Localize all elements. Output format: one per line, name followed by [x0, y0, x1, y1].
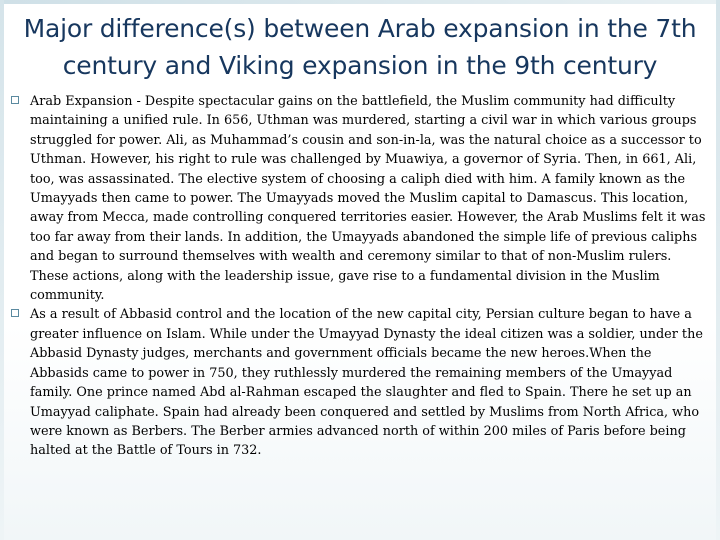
slide-frame-right — [716, 0, 720, 540]
slide-frame-left — [0, 0, 4, 540]
bullet-item-abbasid-control — [10, 305, 710, 460]
square-bullet-icon — [11, 96, 19, 104]
bullet-text: As a result of Abbasid control and the location of the new capital city, Persian culture began to have a greater influence on Islam. While under the Umayyad Dynasty the ideal citizen was a soldier, under the Abbasid Dynasty judges, merchants and government officials became the new heroes.When the Abbasids came to power in 750, they ruthlessly murdered the remaining members of the Umayyad family. One prince named Abd al-Rahman escaped the slaughter and fled to Spain. There he set up an Umayyad caliphate. Spain had already been conquered and settled by Muslims from North Africa, who were known as Berbers. The Berber armies advanced north of within 200 miles of Paris before being halted at the Battle of Tours in 732. — [30, 307, 703, 459]
bullet-item-arab-expansion — [10, 92, 710, 305]
slide-title: Major difference(s) between Arab expansion in the 7th century and Viking expansion in the 9th century — [23, 14, 697, 80]
slide-body — [10, 92, 710, 461]
slide-frame-top — [0, 0, 720, 4]
square-bullet-icon — [11, 309, 19, 317]
bullet-text: Arab Expansion - Despite spectacular gains on the battlefield, the Muslim community had difficulty maintaining a unified rule. In 656, Uthman was murdered, starting a civil war in which various groups struggled for power. Ali, as Muhammad’s cousin and son-in-la, was the natural choice as a successor to Uthman. However, his right to rule was challenged by Muawiya, a governor of Syria. Then, in 661, Ali, too, was assassinated. The elective system of choosing a caliph died with him. A family known as the Umayyads then came to power. The Umayyads moved the Muslim capital to Damascus. This location, away from Mecca, made controlling conquered territories easier. However, the Arab Muslims felt it was too far away from their lands. In addition, the Umayyads abandoned the simple life of previous caliphs and began to surround themselves with wealth and ceremony similar to that of non-Muslim rulers. These actions, along with the leadership issue, gave rise to a fundamental division in the Muslim community. — [30, 94, 706, 304]
